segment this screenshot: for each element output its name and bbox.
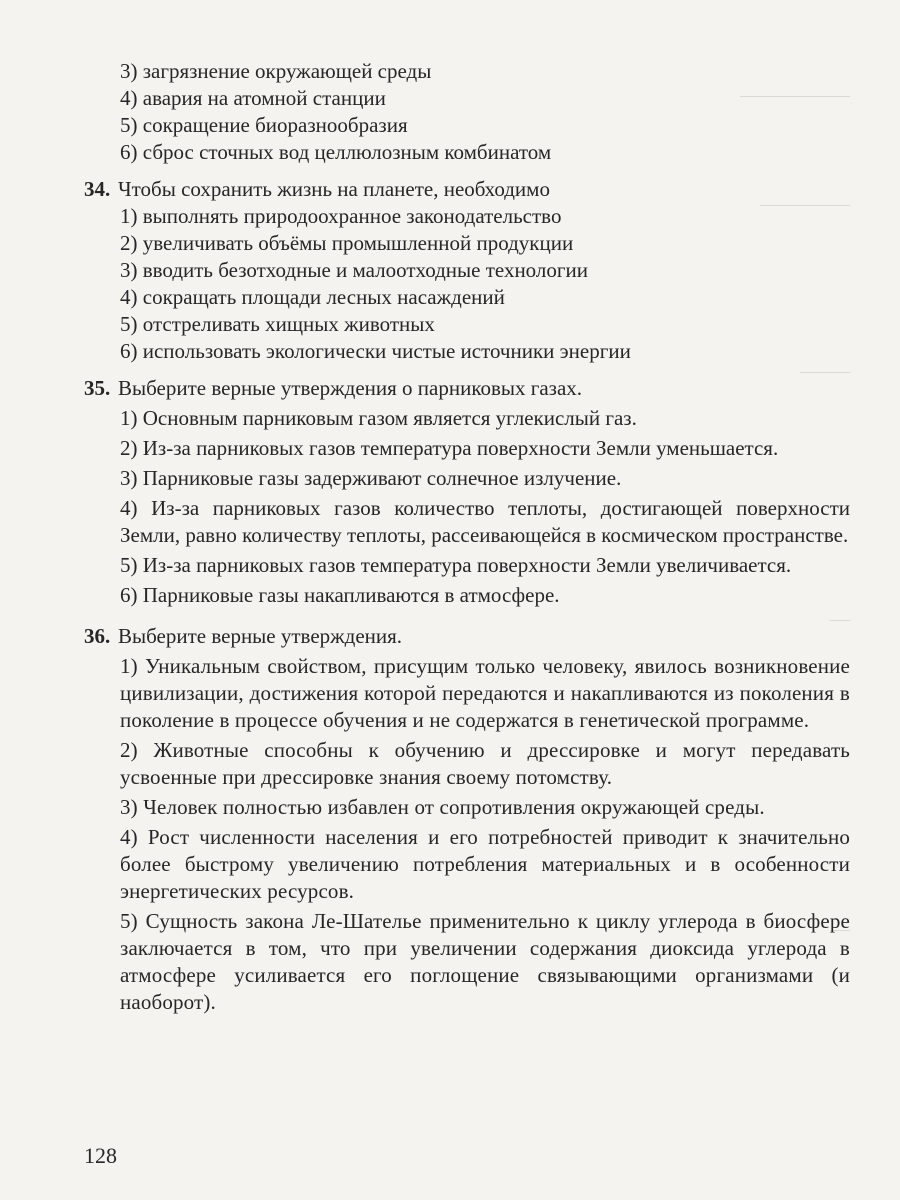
- option-item: 2) Из-за парниковых газов температура поверхности Земли уменьшается.: [120, 436, 779, 460]
- option-item: 3) Парниковые газы задерживают солнечное излучение.: [120, 466, 622, 490]
- question-35: [84, 375, 850, 609]
- option-item: 4) авария на атомной станции: [120, 86, 386, 110]
- question-header: [84, 176, 850, 203]
- question-36: [84, 623, 850, 1016]
- option-item: 3) Человек полностью избавлен от сопротивления окружающей среды.: [120, 795, 765, 819]
- question-number: 34.: [84, 177, 111, 201]
- page-number: 128: [84, 1143, 117, 1168]
- question-number: 35.: [84, 376, 111, 400]
- option-item: 2) увеличивать объёмы промышленной продукции: [120, 231, 574, 255]
- option-item: 1) Уникальным свойством, присущим только человеку, явилось возникновение цивилизации, достижения которой передаются и накапливаются из поколения в поколение в процессе обучения и не содержатся в генетической программе.: [120, 654, 850, 732]
- option-item: 5) отстреливать хищных животных: [120, 312, 435, 336]
- option-item: 1) выполнять природоохранное законодательство: [120, 204, 562, 228]
- question-header: [84, 623, 850, 650]
- previous-question-options: [84, 58, 850, 166]
- option-item: 6) сброс сточных вод целлюлозным комбинатом: [120, 140, 552, 164]
- option-item: 4) сокращать площади лесных насаждений: [120, 285, 505, 309]
- question-34: [84, 176, 850, 365]
- option-item: 1) Основным парниковым газом является углекислый газ.: [120, 406, 637, 430]
- option-item: 2) Животные способны к обучению и дрессировке и могут передавать усвоенные при дрессировке знания своему потомству.: [120, 738, 850, 789]
- page-content: [84, 58, 850, 1016]
- option-item: 4) Из-за парниковых газов количество теплоты, достигающей поверхности Земли, равно количеству теплоты, рассеивающейся в космическом пространстве.: [120, 496, 850, 547]
- option-item: 6) использовать экологически чистые источники энергии: [120, 339, 631, 363]
- option-item: 6) Парниковые газы накапливаются в атмосфере.: [120, 583, 560, 607]
- option-item: 4) Рост численности населения и его потребностей приводит к значительно более быстрому увеличению потребления материальных и в особенности энергетических ресурсов.: [120, 825, 850, 903]
- option-item: 5) Из-за парниковых газов температура поверхности Земли увеличивается.: [120, 553, 792, 577]
- question-number: 36.: [84, 624, 111, 648]
- option-item: 3) загрязнение окружающей среды: [120, 59, 432, 83]
- question-text: Выберите верные утверждения.: [118, 624, 403, 648]
- question-header: [84, 375, 850, 402]
- question-text: Выберите верные утверждения о парниковых газах.: [118, 376, 583, 400]
- option-item: 5) сокращение биоразнообразия: [120, 113, 408, 137]
- question-text: Чтобы сохранить жизнь на планете, необходимо: [118, 177, 550, 201]
- option-item: 3) вводить безотходные и малоотходные технологии: [120, 258, 588, 282]
- option-item: 5) Сущность закона Ле-Шателье применительно к циклу углерода в биосфере заключается в том, что при увеличении содержания диоксида углерода в атмосфере усиливается его поглощение связывающими организмами (и наоборот).: [120, 909, 850, 1014]
